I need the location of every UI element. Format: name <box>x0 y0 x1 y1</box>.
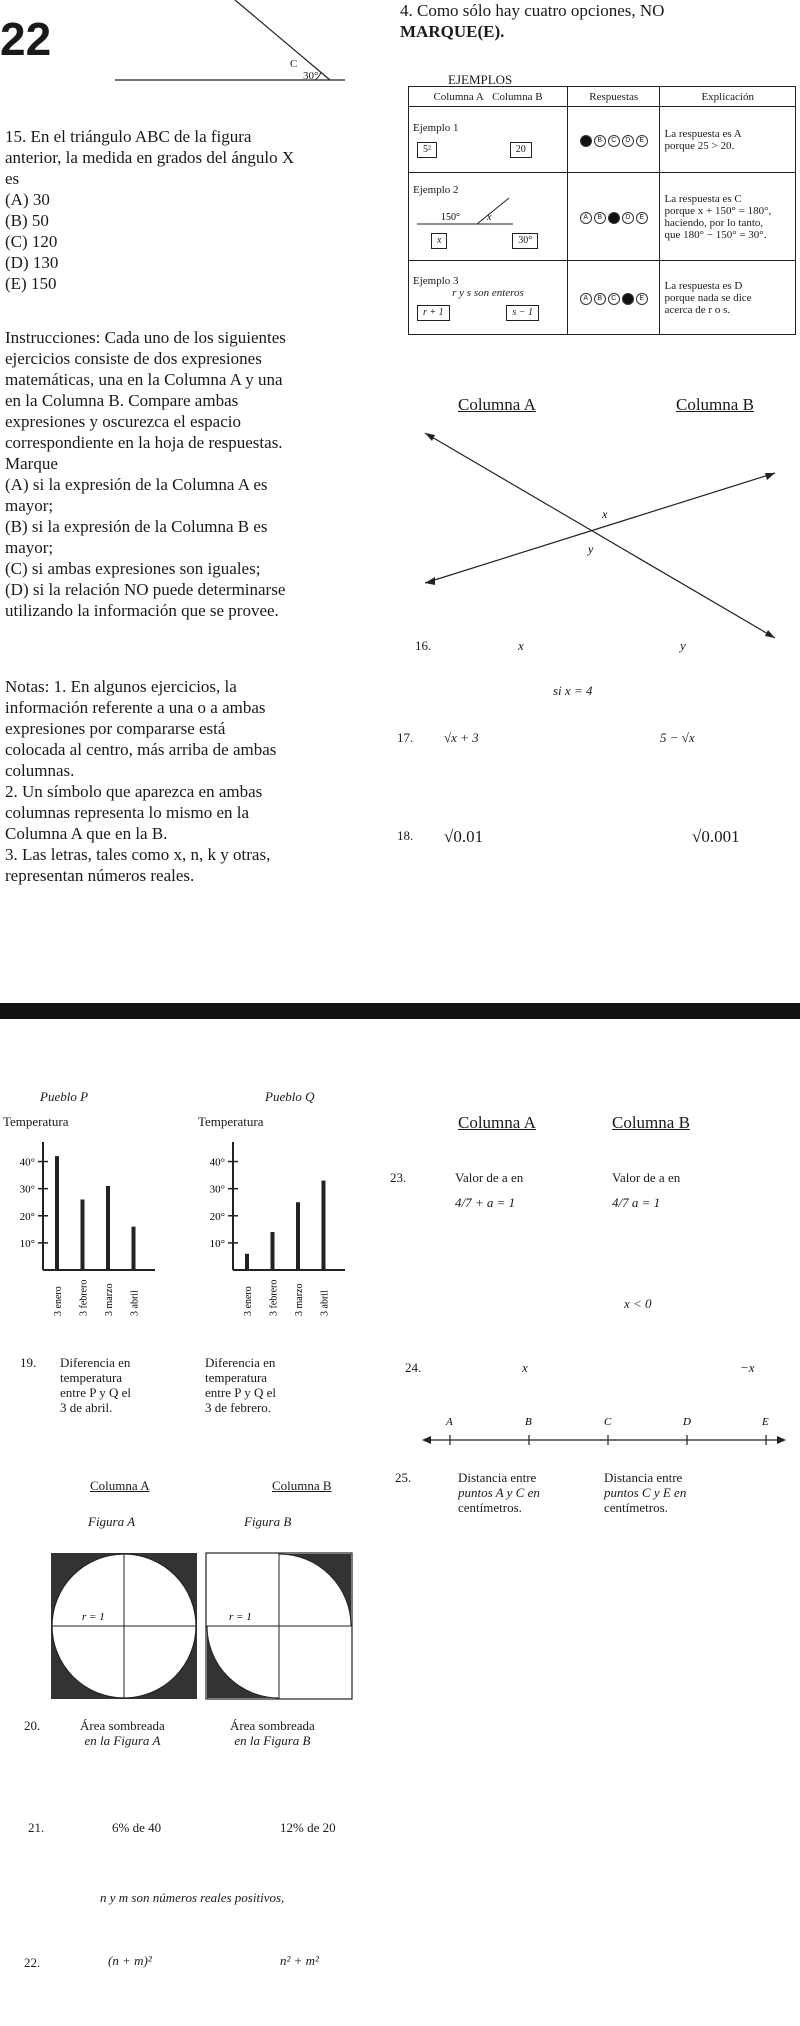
block1-col-a-header: Columna A <box>458 395 536 414</box>
q17-col-a: √x + 3 <box>444 730 479 745</box>
q15-option-c: (C) 120 <box>5 232 58 251</box>
q19-b-line: 3 de febrero. <box>205 1400 272 1415</box>
q19-number: 19. <box>20 1355 37 1370</box>
example-2-expressions <box>409 173 568 261</box>
q20-a-line: en la Figura A <box>84 1733 161 1748</box>
chart-x-tick-label: 3 abril <box>129 1290 141 1316</box>
q20-col-a <box>80 1718 165 1748</box>
instructions-rule: (C) si ambas expresiones son iguales; <box>5 559 261 578</box>
q25-b-line: centímetros. <box>604 1500 668 1515</box>
instructions-line: en la Columna B. Compare ambas <box>5 391 239 410</box>
block1-col-b-header: Columna B <box>676 395 754 414</box>
q24-number: 24. <box>405 1360 422 1375</box>
figure-b-radius-label: r = 1 <box>229 1611 252 1623</box>
bubble-filled: C <box>608 212 620 224</box>
example-1-b: 20 <box>510 142 532 158</box>
example-2-label: Ejemplo 2 <box>413 184 459 196</box>
example-3-a: r + 1 <box>417 305 450 321</box>
chart-x-tick-label: 3 marzo <box>294 1283 305 1316</box>
instructions-line: expresiones y oscurezca el espacio <box>5 412 241 431</box>
q16-line-2 <box>425 473 775 583</box>
explicacion-header: Explicación <box>660 87 796 107</box>
chart-x-tick-label: 3 abril <box>319 1290 331 1316</box>
q16-col-a: x <box>518 638 524 653</box>
bubble-b: B <box>594 293 606 305</box>
notes-line: colocada al centro, más arriba de ambas <box>5 740 277 759</box>
notes-line: columnas. <box>5 761 75 780</box>
notes-line: Notas: 1. En algunos ejercicios, la <box>5 677 237 696</box>
chart-y-tick-label: 30° <box>209 1183 225 1196</box>
q20-a-line: Área sombreada <box>80 1718 165 1733</box>
chart-x-tick-label: 3 febrero <box>78 1279 90 1316</box>
chart-bar <box>271 1232 275 1270</box>
chart-y-tick-label: 10° <box>209 1237 225 1250</box>
chart-y-tick-label: 40° <box>209 1156 225 1169</box>
q19-b-line: entre P y Q el <box>205 1385 276 1400</box>
chart-x-tick-label: 3 enero <box>243 1286 254 1316</box>
example-3-b: s − 1 <box>506 305 539 321</box>
q19-b-line: temperatura <box>205 1370 268 1385</box>
q20-b-line: Área sombreada <box>230 1718 315 1733</box>
q18-col-b: √0.001 <box>692 827 740 846</box>
example-row-2 <box>409 173 796 261</box>
notes <box>5 676 385 886</box>
q22-col-b: n² + m² <box>280 1953 319 1968</box>
q23-col-a-equation: 4/7 + a = 1 <box>455 1195 516 1210</box>
q18-number: 18. <box>397 828 414 843</box>
q23-col-a-text: Valor de a en <box>455 1170 524 1185</box>
instructions-rule: mayor; <box>5 538 54 557</box>
instructions-line: Marque <box>5 454 58 473</box>
figure-b-label: Figura B <box>244 1514 292 1529</box>
header-note-line1: 4. Como sólo hay cuatro opciones, NO <box>400 1 665 20</box>
notes-line: 3. Las letras, tales como x, n, k y otras, <box>5 845 271 864</box>
q24-condition: x < 0 <box>624 1296 652 1311</box>
header-note-line2: MARQUE(E). <box>400 22 505 41</box>
q21-col-a: 6% de 40 <box>112 1820 162 1835</box>
number-line-point-label: B <box>525 1416 532 1428</box>
block2-col-b-header: Columna B <box>612 1113 690 1132</box>
chart-bar <box>245 1254 249 1270</box>
arrowhead <box>777 1436 786 1444</box>
q17-condition: si x = 4 <box>553 683 593 698</box>
town-p-title: Pueblo P <box>40 1089 89 1104</box>
block2-col-a-header: Columna A <box>458 1113 536 1132</box>
question-15 <box>5 126 365 294</box>
q17-number: 17. <box>397 730 414 745</box>
chart-y-tick-label: 20° <box>19 1210 35 1223</box>
example-2-b: 30° <box>512 233 538 249</box>
bubble-e: E <box>636 135 648 147</box>
example-1-answers <box>568 107 660 173</box>
chart-bar <box>55 1156 59 1270</box>
town-q-title: Pueblo Q <box>265 1089 315 1104</box>
bubble-a: A <box>580 212 592 224</box>
bubble-c: C <box>608 135 620 147</box>
q19-a-line: Diferencia en <box>60 1355 131 1370</box>
number-line-point-label: A <box>446 1416 453 1428</box>
arrowhead <box>765 473 775 480</box>
figure-a-radius-label: r = 1 <box>82 1611 105 1623</box>
bubble-a: A <box>580 293 592 305</box>
arrowhead <box>425 433 435 441</box>
example-2-explanation <box>660 173 796 261</box>
instructions-line: Instrucciones: Cada uno de los siguientes <box>5 328 286 347</box>
q15-line1: 15. En el triángulo ABC de la figura <box>5 127 252 146</box>
bubble-b: B <box>594 135 606 147</box>
figure-b <box>205 1552 353 1700</box>
instructions-rule: utilizando la información que se provee. <box>5 601 279 620</box>
q17-col-b: 5 − √x <box>660 730 695 745</box>
q25-number: 25. <box>395 1470 412 1485</box>
instructions-rule: (D) si la relación NO puede determinarse <box>5 580 286 599</box>
q24-col-b: −x <box>740 1360 755 1375</box>
q16-number: 16. <box>415 638 432 653</box>
bubble-e: E <box>636 293 648 305</box>
q15-option-b: (B) 50 <box>5 211 49 230</box>
q20-col-b <box>230 1718 315 1748</box>
q24-col-a: x <box>522 1360 528 1375</box>
instructions-rule: (A) si la expresión de la Columna A es <box>5 475 268 494</box>
q25-col-a <box>458 1470 540 1515</box>
example-3-expl3: acerca de r o s. <box>664 303 731 316</box>
q15-line3: es <box>5 169 20 188</box>
chart-y-tick-label: 10° <box>19 1237 35 1250</box>
q19-a-line: temperatura <box>60 1370 123 1385</box>
chart-pueblo-p <box>5 1140 190 1345</box>
col-a-header: Columna A <box>433 90 484 103</box>
respuestas-header: Respuestas <box>568 87 660 107</box>
q25-a-line: Distancia entre <box>458 1470 537 1485</box>
page-number <box>0 12 51 66</box>
chart-pueblo-q <box>195 1140 380 1345</box>
example-row-1 <box>409 107 796 173</box>
q15-option-a: (A) 30 <box>5 190 50 209</box>
chart-bar <box>322 1181 326 1270</box>
example-3-expl2: porque nada se dice <box>664 291 752 304</box>
block3-col-a-header: Columna A <box>90 1478 150 1493</box>
chart-y-tick-label: 20° <box>209 1210 225 1223</box>
page-divider <box>0 1003 800 1019</box>
q21-number: 21. <box>28 1820 45 1835</box>
chart-bar <box>296 1202 300 1270</box>
bubble-e: E <box>636 212 648 224</box>
example-2-expl3: haciendo, por lo tanto, <box>664 216 764 229</box>
example-1-label: Ejemplo 1 <box>413 121 459 134</box>
example-1-expl1: La respuesta es A <box>664 127 742 140</box>
q25-a-line: centímetros. <box>458 1500 522 1515</box>
chart-x-tick-label: 3 febrero <box>268 1279 280 1316</box>
q19-col-a <box>60 1355 131 1415</box>
example-2-a: x <box>431 233 447 249</box>
example-2-ray <box>477 198 509 224</box>
instructions-line: matemáticas, una en la Columna A y una <box>5 370 283 389</box>
chart-y-tick-label: 40° <box>19 1156 35 1169</box>
examples-header-columns <box>409 87 568 107</box>
page-number-text: 22 <box>0 13 52 65</box>
q25-a-line: puntos A y C en <box>458 1485 540 1500</box>
q21-col-b: 12% de 20 <box>280 1820 336 1835</box>
instructions <box>5 327 385 621</box>
chart-q-ylabel: Temperatura <box>198 1114 264 1129</box>
q23-col-b-text: Valor de a en <box>612 1170 681 1185</box>
chart-x-tick-label: 3 enero <box>53 1286 64 1316</box>
bubble-filled: D <box>622 293 634 305</box>
q25-col-b <box>604 1470 686 1515</box>
example-3-explanation <box>660 261 796 335</box>
example-1-expressions <box>409 107 568 173</box>
example-3-expressions <box>409 261 568 335</box>
q19-a-line: entre P y Q el <box>60 1385 131 1400</box>
example-1-a: 5² <box>417 142 437 158</box>
example-2-angle-label: 150° <box>441 212 460 223</box>
q25-b-line: puntos C y E en <box>604 1485 687 1500</box>
example-2-expl1: La respuesta es C <box>664 192 742 205</box>
examples-table <box>408 86 796 335</box>
notes-line: 2. Un símbolo que aparezca en ambas <box>5 782 263 801</box>
example-2-expl4: que 180° − 150° = 30°. <box>664 228 767 241</box>
q18-col-a: √0.01 <box>444 827 484 846</box>
example-3-note: r y s son enteros <box>452 286 524 299</box>
example-3-label: Ejemplo 3 <box>413 274 459 287</box>
block3-col-b-header: Columna B <box>272 1478 332 1493</box>
example-row-3 <box>409 261 796 335</box>
col-b-header: Columna B <box>492 90 543 103</box>
example-2-expl2: porque x + 150° = 180°, <box>664 204 772 217</box>
q25-b-line: Distancia entre <box>604 1470 683 1485</box>
q20-b-line: en la Figura B <box>234 1733 311 1748</box>
chart-y-tick-label: 30° <box>19 1183 35 1196</box>
bubble-c: C <box>608 293 620 305</box>
chart-bar <box>81 1200 85 1270</box>
instructions-line: ejercicios consiste de dos expresiones <box>5 349 262 368</box>
q22-number: 22. <box>24 1955 41 1970</box>
number-line-point-label: C <box>604 1416 612 1428</box>
triangle-side-line <box>235 0 330 80</box>
instructions-rule: (B) si la expresión de la Columna B es <box>5 517 268 536</box>
number-line-figure <box>420 1410 790 1460</box>
example-2-var-label: x <box>487 212 492 223</box>
bubble-d: D <box>622 212 634 224</box>
instructions-rule: mayor; <box>5 496 54 515</box>
instructions-line: correspondiente en la hoja de respuestas. <box>5 433 283 452</box>
notes-line: representan números reales. <box>5 866 195 885</box>
q16-lines-figure <box>420 425 780 645</box>
q22-col-a: (n + m)² <box>108 1953 152 1968</box>
example-1-expl2: porque 25 > 20. <box>664 139 735 152</box>
example-3-answers <box>568 261 660 335</box>
q20-number: 20. <box>24 1718 41 1733</box>
triangle-vertex-label: C <box>290 58 298 70</box>
q15-line2: anterior, la medida en grados del ángulo X <box>5 148 295 167</box>
example-3-expl1: La respuesta es D <box>664 279 743 292</box>
triangle-angle-label: 30° <box>303 70 319 82</box>
notes-line: información referente a una o a ambas <box>5 698 266 717</box>
arrowhead <box>425 577 435 585</box>
q23-number: 23. <box>390 1170 407 1185</box>
chart-bar <box>132 1227 136 1270</box>
q23-col-b-equation: 4/7 a = 1 <box>612 1195 661 1210</box>
q16-angle-y-label: y <box>588 542 594 556</box>
chart-x-tick-label: 3 marzo <box>104 1283 115 1316</box>
q16-angle-x-label: x <box>602 507 608 521</box>
number-line-point-label: D <box>683 1416 691 1428</box>
bubble-filled: A <box>580 135 592 147</box>
example-2-angle-figure <box>413 196 553 230</box>
q16-col-b: y <box>680 638 686 653</box>
number-line-point-label: E <box>762 1416 769 1428</box>
examples-title: EJEMPLOS <box>448 72 513 87</box>
q15-option-e: (E) 150 <box>5 274 57 293</box>
q16-line-1 <box>425 433 775 638</box>
q22-condition: n y m son números reales positivos, <box>100 1890 285 1905</box>
figure-a-label: Figura A <box>88 1514 136 1529</box>
bubble-b: B <box>594 212 606 224</box>
notes-line: expresiones por compararse está <box>5 719 226 738</box>
figure-a <box>50 1552 198 1700</box>
q15-option-d: (D) 130 <box>5 253 59 272</box>
example-1-explanation <box>660 107 796 173</box>
notes-line: columnas representa lo mismo en la <box>5 803 250 822</box>
bubble-d: D <box>622 135 634 147</box>
arrowhead <box>765 630 775 638</box>
example-2-answers <box>568 173 660 261</box>
q19-col-b <box>205 1355 276 1415</box>
q19-a-line: 3 de abril. <box>60 1400 113 1415</box>
chart-p-ylabel: Temperatura <box>3 1114 69 1129</box>
chart-bar <box>106 1186 110 1270</box>
notes-line: Columna A que en la B. <box>5 824 168 843</box>
triangle-figure <box>115 0 355 90</box>
q19-b-line: Diferencia en <box>205 1355 276 1370</box>
arrowhead <box>422 1436 431 1444</box>
